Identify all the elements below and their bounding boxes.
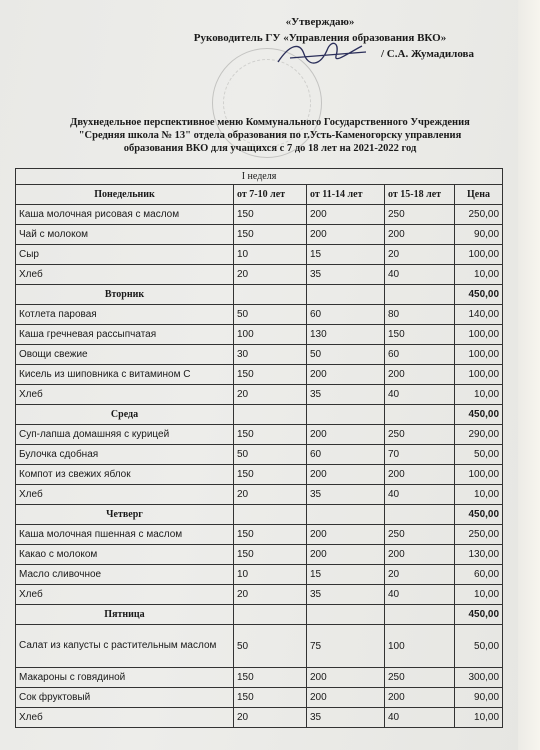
dish-name: Масло сливочное <box>16 565 234 585</box>
empty-cell <box>307 405 385 425</box>
portion-11-14: 60 <box>307 305 385 325</box>
dish-name: Какао с молоком <box>16 545 234 565</box>
portion-7-10: 150 <box>234 668 307 688</box>
day-name: Четверг <box>16 505 234 525</box>
portion-7-10: 150 <box>234 365 307 385</box>
empty-cell <box>385 505 455 525</box>
approval-title: «Утверждаю» <box>285 16 355 28</box>
dish-name: Чай с молоком <box>16 225 234 245</box>
dish-name: Макароны с говядиной <box>16 668 234 688</box>
dish-name: Котлета паровая <box>16 305 234 325</box>
portion-11-14: 200 <box>307 688 385 708</box>
price: 100,00 <box>455 245 503 265</box>
portion-15-18: 40 <box>385 585 455 605</box>
portion-7-10: 50 <box>234 445 307 465</box>
table-row <box>16 265 503 285</box>
empty-cell <box>307 505 385 525</box>
approval-signatory: / С.А. Жумадилова <box>381 48 474 60</box>
portion-11-14: 15 <box>307 245 385 265</box>
heading-line: образования ВКО для учащихся с 7 до 18 лет на 2021-2022 год <box>123 143 417 154</box>
portion-15-18: 60 <box>385 345 455 365</box>
table-row <box>16 465 503 485</box>
day-header-monday: Понедельник <box>16 185 234 205</box>
portion-15-18: 250 <box>385 525 455 545</box>
portion-15-18: 20 <box>385 245 455 265</box>
dish-name: Салат из капусты с растительным маслом <box>16 625 234 668</box>
empty-cell <box>385 405 455 425</box>
portion-7-10: 150 <box>234 225 307 245</box>
dish-name: Хлеб <box>16 585 234 605</box>
portion-7-10: 100 <box>234 325 307 345</box>
table-row <box>16 565 503 585</box>
table-row <box>16 668 503 688</box>
portion-7-10: 20 <box>234 708 307 728</box>
day-name: Пятница <box>16 605 234 625</box>
portion-7-10: 20 <box>234 385 307 405</box>
portion-15-18: 250 <box>385 668 455 688</box>
portion-15-18: 250 <box>385 425 455 445</box>
portion-11-14: 200 <box>307 225 385 245</box>
approval-block <box>170 14 474 62</box>
empty-cell <box>307 605 385 625</box>
dish-name: Кисель из шиповника с витамином С <box>16 365 234 385</box>
column-header-11-14: от 11-14 лет <box>307 185 385 205</box>
price: 100,00 <box>455 325 503 345</box>
page-edge-shadow <box>518 0 540 750</box>
day-name: Среда <box>16 405 234 425</box>
menu-table <box>15 168 503 728</box>
price: 10,00 <box>455 585 503 605</box>
dish-name: Булочка сдобная <box>16 445 234 465</box>
table-row <box>16 485 503 505</box>
portion-7-10: 150 <box>234 525 307 545</box>
portion-15-18: 40 <box>385 385 455 405</box>
portion-11-14: 60 <box>307 445 385 465</box>
portion-7-10: 50 <box>234 625 307 668</box>
column-header-price: Цена <box>455 185 503 205</box>
price: 100,00 <box>455 465 503 485</box>
portion-11-14: 130 <box>307 325 385 345</box>
portion-15-18: 150 <box>385 325 455 345</box>
portion-15-18: 80 <box>385 305 455 325</box>
portion-15-18: 40 <box>385 265 455 285</box>
day-name: Вторник <box>16 285 234 305</box>
dish-name: Хлеб <box>16 265 234 285</box>
portion-15-18: 200 <box>385 688 455 708</box>
table-row <box>16 225 503 245</box>
portion-7-10: 50 <box>234 305 307 325</box>
portion-11-14: 200 <box>307 365 385 385</box>
table-row <box>16 425 503 445</box>
table-row <box>16 245 503 265</box>
portion-15-18: 40 <box>385 485 455 505</box>
empty-cell <box>385 285 455 305</box>
price: 250,00 <box>455 525 503 545</box>
price: 10,00 <box>455 265 503 285</box>
table-row <box>16 325 503 345</box>
week-label: I неделя <box>16 169 503 185</box>
table-row <box>16 385 503 405</box>
day-total: 450,00 <box>455 285 503 305</box>
portion-7-10: 150 <box>234 688 307 708</box>
day-total: 450,00 <box>455 405 503 425</box>
day-row-thursday <box>16 505 503 525</box>
price: 60,00 <box>455 565 503 585</box>
dish-name: Каша гречневая рассыпчатая <box>16 325 234 345</box>
price: 90,00 <box>455 225 503 245</box>
day-total: 450,00 <box>455 605 503 625</box>
portion-11-14: 15 <box>307 565 385 585</box>
table-row <box>16 305 503 325</box>
approval-position: Руководитель ГУ «Управления образования ВКО» <box>193 32 447 44</box>
dish-name: Компот из свежих яблок <box>16 465 234 485</box>
portion-15-18: 40 <box>385 708 455 728</box>
table-row <box>16 345 503 365</box>
day-row-friday <box>16 605 503 625</box>
portion-11-14: 200 <box>307 425 385 445</box>
portion-11-14: 35 <box>307 585 385 605</box>
portion-7-10: 10 <box>234 245 307 265</box>
portion-15-18: 200 <box>385 225 455 245</box>
portion-11-14: 35 <box>307 385 385 405</box>
portion-15-18: 100 <box>385 625 455 668</box>
portion-15-18: 250 <box>385 205 455 225</box>
heading-line: "Средняя школа № 13" отдела образования по г.Усть-Каменогорску управления <box>78 130 462 141</box>
dish-name: Сыр <box>16 245 234 265</box>
day-row-tuesday <box>16 285 503 305</box>
price: 50,00 <box>455 625 503 668</box>
portion-11-14: 200 <box>307 465 385 485</box>
table-row <box>16 545 503 565</box>
price: 50,00 <box>455 445 503 465</box>
portion-7-10: 150 <box>234 465 307 485</box>
price: 90,00 <box>455 688 503 708</box>
price: 300,00 <box>455 668 503 688</box>
dish-name: Хлеб <box>16 708 234 728</box>
price: 10,00 <box>455 708 503 728</box>
portion-11-14: 75 <box>307 625 385 668</box>
column-header-7-10: от 7-10 лет <box>234 185 307 205</box>
dish-name: Каша молочная пшенная с маслом <box>16 525 234 545</box>
table-row <box>16 525 503 545</box>
portion-11-14: 200 <box>307 205 385 225</box>
portion-11-14: 200 <box>307 545 385 565</box>
portion-7-10: 150 <box>234 425 307 445</box>
portion-15-18: 200 <box>385 465 455 485</box>
table-row <box>16 688 503 708</box>
empty-cell <box>234 285 307 305</box>
portion-15-18: 200 <box>385 545 455 565</box>
table-row <box>16 445 503 465</box>
portion-11-14: 200 <box>307 525 385 545</box>
portion-7-10: 20 <box>234 585 307 605</box>
portion-7-10: 10 <box>234 565 307 585</box>
price: 130,00 <box>455 545 503 565</box>
dish-name: Овощи свежие <box>16 345 234 365</box>
table-row <box>16 708 503 728</box>
portion-11-14: 200 <box>307 668 385 688</box>
portion-7-10: 20 <box>234 485 307 505</box>
dish-name: Сок фруктовый <box>16 688 234 708</box>
day-total: 450,00 <box>455 505 503 525</box>
table-row <box>16 365 503 385</box>
portion-15-18: 20 <box>385 565 455 585</box>
dish-name: Суп-лапша домашняя с курицей <box>16 425 234 445</box>
dish-name: Каша молочная рисовая с маслом <box>16 205 234 225</box>
portion-11-14: 35 <box>307 265 385 285</box>
price: 10,00 <box>455 385 503 405</box>
document-heading <box>30 116 510 155</box>
portion-15-18: 200 <box>385 365 455 385</box>
price: 250,00 <box>455 205 503 225</box>
empty-cell <box>385 605 455 625</box>
portion-11-14: 35 <box>307 708 385 728</box>
price: 10,00 <box>455 485 503 505</box>
dish-name: Хлеб <box>16 385 234 405</box>
portion-15-18: 70 <box>385 445 455 465</box>
portion-11-14: 50 <box>307 345 385 365</box>
empty-cell <box>234 505 307 525</box>
price: 290,00 <box>455 425 503 445</box>
portion-7-10: 20 <box>234 265 307 285</box>
empty-cell <box>234 405 307 425</box>
column-header-15-18: от 15-18 лет <box>385 185 455 205</box>
dish-name: Хлеб <box>16 485 234 505</box>
empty-cell <box>307 285 385 305</box>
portion-11-14: 35 <box>307 485 385 505</box>
portion-7-10: 150 <box>234 545 307 565</box>
table-row <box>16 585 503 605</box>
day-row-wednesday <box>16 405 503 425</box>
table-row <box>16 205 503 225</box>
price: 100,00 <box>455 345 503 365</box>
table-row <box>16 625 503 668</box>
price: 100,00 <box>455 365 503 385</box>
price: 140,00 <box>455 305 503 325</box>
header-row <box>16 185 503 205</box>
portion-7-10: 150 <box>234 205 307 225</box>
portion-7-10: 30 <box>234 345 307 365</box>
empty-cell <box>234 605 307 625</box>
heading-line: Двухнедельное перспективное меню Коммунального Государственного Учреждения <box>70 117 470 128</box>
